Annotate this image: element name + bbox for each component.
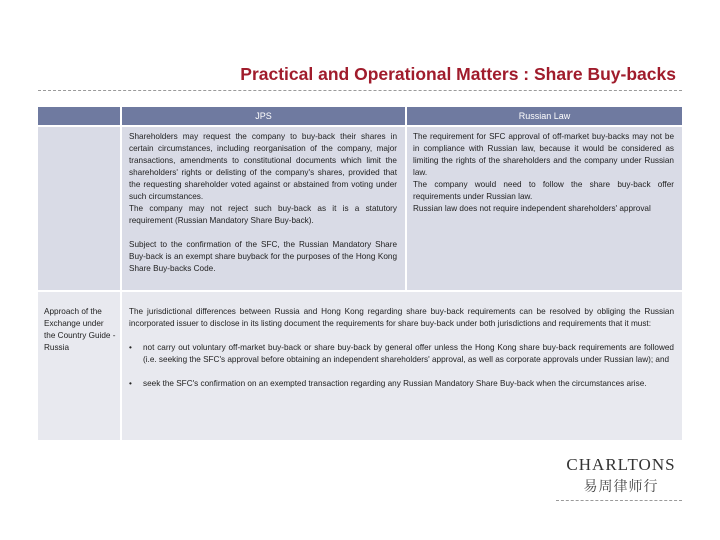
row2-label: Approach of the Exchange under the Country Guide - Russia — [38, 292, 120, 440]
jps-paragraph: Subject to the confirmation of the SFC, the Russian Mandatory Share Buy-back is an exempt share buyback for the purposes of the Hong Kong Share Buy-backs Code. — [129, 240, 397, 273]
list-item-text: seek the SFC's confirmation on an exempted transaction regarding any Russian Mandatory Share Buy-back when the circumstances arise. — [143, 379, 647, 388]
title-divider — [38, 90, 682, 91]
requirement-list — [129, 342, 674, 390]
row2-content-cell — [122, 292, 682, 440]
jps-paragraph: Shareholders may request the company to buy-back their shares in certain circumstances, including reorganisation of the company, major transactions, amendments to constitutional documents which limit the shareholders' rights or delisting of the company's shares, provided that the requesting shareholder voted against or abstained from voting under such circumstances. — [129, 132, 397, 201]
approach-intro: The jurisdictional differences between Russia and Hong Kong regarding share buy-back requirements can be resolved by obliging the Russian incorporated issuer to disclose in its listing document the requirements for share buy-back under both jurisdictions and requirements that it must: — [129, 307, 674, 328]
list-item — [129, 378, 674, 390]
logo-english: CHARLTONS — [566, 455, 676, 474]
page-title: Practical and Operational Matters : Share Buy-backs — [240, 64, 676, 84]
bullet-icon: • — [129, 379, 132, 388]
russian-paragraph: Russian law does not require independent shareholders' approval — [413, 204, 651, 213]
header-russian-law: Russian Law — [407, 107, 682, 125]
row1-russian-cell — [407, 127, 682, 290]
russian-paragraph: The requirement for SFC approval of off-market buy-backs may not be in compliance with Russian law, because it would be considered as limiting the rights of the shareholders and the company under Russian law. — [413, 132, 674, 177]
charltons-logo — [560, 455, 682, 496]
header-jps: JPS — [122, 107, 405, 125]
logo-chinese: 易周律师行 — [583, 478, 659, 494]
logo-divider — [556, 500, 682, 501]
row1-label — [38, 127, 120, 290]
jps-paragraph: The company may not reject such buy-back as it is a statutory requirement (Russian Mandatory Share Buy-back). — [129, 204, 397, 225]
list-item — [129, 342, 674, 366]
list-item-text: not carry out voluntary off-market buy-back or share buy-back by general offer unless the Hong Kong share buy-back requirements are followed (i.e. seeking the SFC's approval before obtaining an independent shareholders' approval, as well as corporate approvals under Russian law); and — [143, 343, 674, 364]
row1-jps-cell — [122, 127, 405, 290]
bullet-icon: • — [129, 343, 132, 352]
header-blank — [38, 107, 120, 125]
russian-paragraph: The company would need to follow the share buy-back offer requirements under Russian law. — [413, 180, 674, 201]
